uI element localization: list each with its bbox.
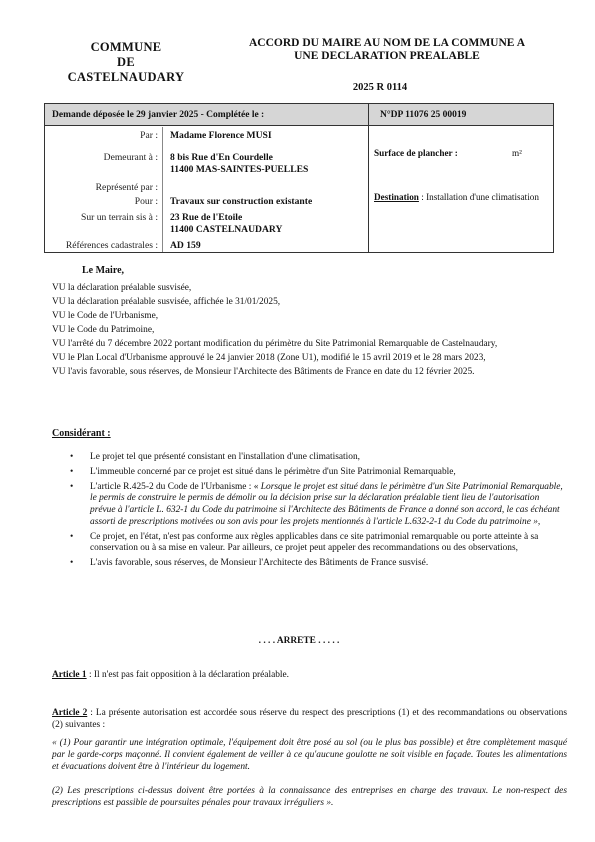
floor-area-label: Surface de plancher :	[374, 148, 458, 158]
vu-item: VU l'avis favorable, sous réserves, de Monsieur l'Architecte des Bâtiments de France en date du 12 février 2025.	[52, 366, 475, 377]
considerant-item: • L'avis favorable, sous réserves, de Monsieur l'Architecte des Bâtiments de France susvisé.	[70, 558, 567, 570]
site-label: Sur un terrain sis à :	[80, 212, 158, 223]
considerant-item-article: • L'article R.425-2 du Code de l'Urbanisme : « Lorsque le projet est situé dans le périmètre d'un Site Patrimonial Remarquable, le permis de construire le permis de démolir ou la décision prise sur la déclaration préalable tient lieu de l'autorisation prévue à l'article L. 632-1 du Code du patrimoine si l'Architecte des Bâtiments de France a donné son accord, le cas échéant assorti de prescriptions motivées ou son avis pour les projets mentionnés à l'article L.632-2-1 du Code du patrimoine »,	[70, 482, 567, 529]
article-2: Article 2 : La présente autorisation est accordée sous réserve du respect des prescriptions (1) et des recommandations ou observations (2) suivantes :	[52, 708, 567, 730]
arrete-heading: . . . . ARRETE . . . . .	[258, 636, 340, 646]
address-line1: 8 bis Rue d'En Courdelle	[170, 152, 273, 163]
applicant-value: Madame Florence MUSI	[170, 130, 272, 141]
address-line2: 11400 MAS-SAINTES-PUELLES	[170, 164, 309, 175]
article-1: Article 1 : Il n'est pas fait opposition à la déclaration préalable.	[52, 670, 290, 680]
cadastral-value: AD 159	[170, 240, 201, 251]
purpose-label: Pour :	[134, 196, 158, 207]
vu-item: VU la déclaration préalable susvisée,	[52, 283, 192, 293]
destination: Destination : Installation d'une climatisation	[374, 192, 539, 202]
considerant-item: • Ce projet, en l'état, n'est pas conforme aux règles applicables dans ce site patrimonial remarquable ou porte atteinte à sa conservation ou à sa mise en valeur. Par ailleurs, ce projet peut appeler des recommandations ou des observations,	[70, 532, 567, 556]
vu-item: VU le Code du Patrimoine,	[52, 324, 155, 335]
applicant-label: Par :	[140, 130, 158, 141]
reference-number: 2025 R 0114	[352, 82, 408, 93]
le-maire: Le Maire,	[82, 265, 125, 276]
vu-item: VU le Plan Local d'Urbanisme approuvé le 24 janvier 2018 (Zone U1), modifié le 15 avril 2019 et le 28 mars 2023,	[52, 352, 486, 363]
vu-list	[52, 283, 567, 381]
considerant-list	[70, 452, 567, 573]
site-line1: 23 Rue de l'Etoile	[170, 212, 243, 223]
prescription-1: « (1) Pour garantir une intégration optimale, l'équipement doit être posé au sol (ou le plus bas possible) et être complètement masqué par le garde-corps maçonné. Il convient également de veiller à ce qu'aucune goulotte ne soit visible en façade. Toutes les alimentations et évacuations doivent être à l'intérieur du logement.	[52, 738, 567, 772]
deposit-date: Demande déposée le 29 janvier 2025 - Complétée le :	[52, 110, 265, 120]
vu-item: VU l'arrêté du 7 décembre 2022 portant modification du périmètre du Site Patrimonial Remarquable de Castelnaudary,	[52, 338, 498, 349]
purpose-value: Travaux sur construction existante	[170, 196, 313, 207]
vu-item: VU le Code de l'Urbanisme,	[52, 310, 159, 321]
considerant-item: • L'immeuble concerné par ce projet est situé dans le périmètre d'un Site Patrimonial Remarquable,	[70, 467, 567, 479]
address-label: Demeurant à :	[103, 152, 158, 163]
prescription-2: (2) Les prescriptions ci-dessus doivent être portées à la connaissance des entreprises en charge des travaux. Le non-respect des prescriptions est passible de poursuites pénales pour travaux irréguliers ».	[52, 786, 567, 808]
frame-divider	[368, 104, 369, 252]
site-line2: 11400 CASTELNAUDARY	[170, 224, 283, 235]
document-title: ACCORD DU MAIRE AU NOM DE LA COMMUNE A UNE DECLARATION PREALABLE	[249, 37, 525, 63]
dossier-number: N°DP 11076 25 00019	[380, 110, 467, 120]
floor-area-unit: m²	[512, 148, 522, 158]
vu-item: VU la déclaration préalable susvisée, affichée le 31/01/2025,	[52, 296, 281, 307]
commune-name: COMMUNE DE CASTELNAUDARY	[67, 40, 185, 84]
considerant-item: • Le projet tel que présenté consistant en l'installation d'une climatisation,	[70, 452, 567, 464]
considerant-heading: Considérant :	[52, 428, 111, 439]
label-divider	[162, 127, 163, 252]
represented-label: Représenté par :	[95, 182, 158, 193]
cadastral-label: Références cadastrales :	[65, 240, 158, 251]
